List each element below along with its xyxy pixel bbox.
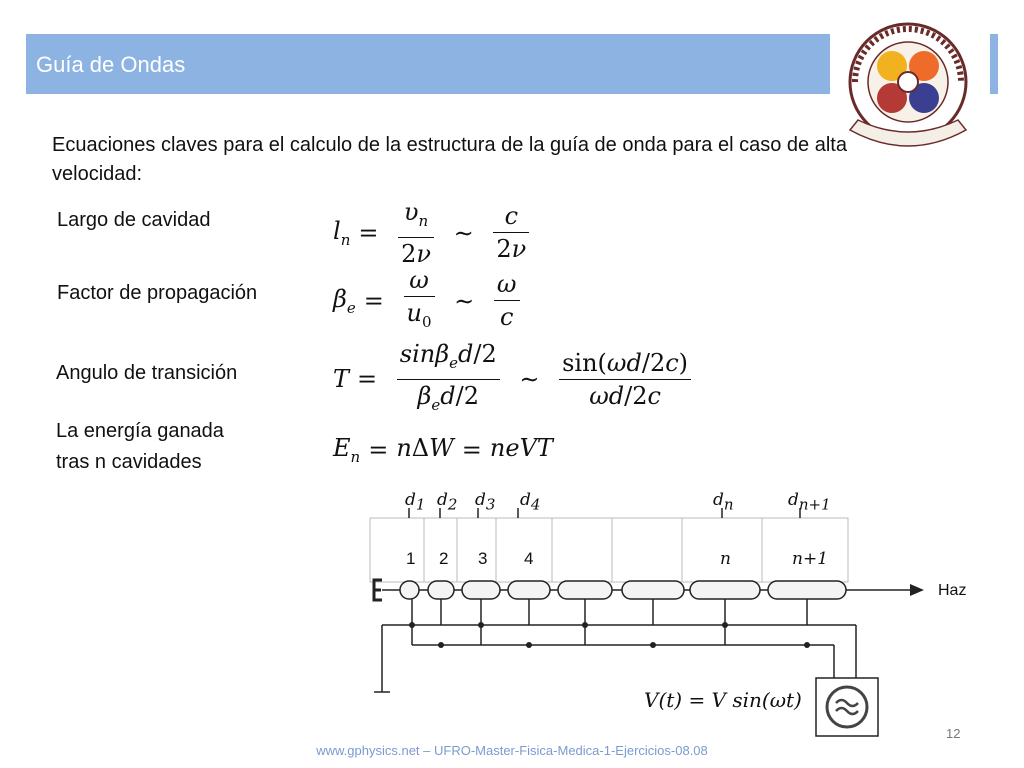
gap-label-d1: $d_1$ [405, 490, 426, 514]
label-propagation-factor: Factor de propagación [57, 282, 258, 304]
equation-cavity-length: $l_n$ = $\frac{\upsilon_n}{2\nu}$ ∼ $\frac{c}{2\nu}$ [333, 196, 533, 270]
gap-label-dn: $d_n$ [713, 490, 734, 514]
equation-energy-gain: $E_n = n\Delta W$ = neVT [333, 434, 553, 466]
label-energy-line1: La energía ganada [56, 420, 224, 442]
voltage-equation: V(t) = V sin(ωt) [644, 688, 802, 712]
label-cavity-length: Largo de cavidad [57, 209, 211, 231]
footer-source: www.gphysics.net – UFRO-Master-Fisica-Medica-1-Ejercicios-08.08 [316, 743, 708, 758]
gap-label-d2: $d_2$ [437, 490, 458, 514]
university-logo [830, 12, 990, 162]
cell-number-n1: n+1 [792, 549, 829, 569]
cell-number-2: 2 [439, 549, 449, 568]
equation-transit-angle: T = $\frac{\sin\beta_ed/2}{\beta_ed/2}$ ∼ $\frac{\sin(\omega d/2c)}{\omega d/2c}$ [333, 338, 695, 421]
gap-label-d4: $d_4$ [520, 490, 541, 514]
label-transit-angle: Angulo de transición [56, 362, 238, 384]
label-energy-gain [56, 416, 224, 478]
intro-text: Ecuaciones claves para el calculo de la estructura de la guía de onda para el caso de alta velocidad: [52, 134, 847, 185]
slide-title: Guía de Ondas [36, 52, 186, 77]
cell-number-3: 3 [478, 549, 488, 568]
title-bar [26, 34, 830, 94]
title-bar-end [990, 34, 998, 94]
gap-label-d3: $d_3$ [475, 490, 496, 514]
cell-number-4: 4 [524, 549, 534, 568]
cell-number-1: 1 [406, 549, 416, 568]
page-number: 12 [946, 726, 961, 741]
gap-label-dn1: $d_{n+1}$ [788, 490, 831, 514]
equation-propagation-factor: $\beta_e$ = $\frac{\omega}{u_0}$ ∼ $\frac{\omega}{c}$ [333, 264, 524, 338]
label-energy-line2: tras n cavidades [56, 451, 202, 473]
beam-label: Haz [938, 582, 967, 599]
cell-number-n: n [720, 549, 731, 569]
